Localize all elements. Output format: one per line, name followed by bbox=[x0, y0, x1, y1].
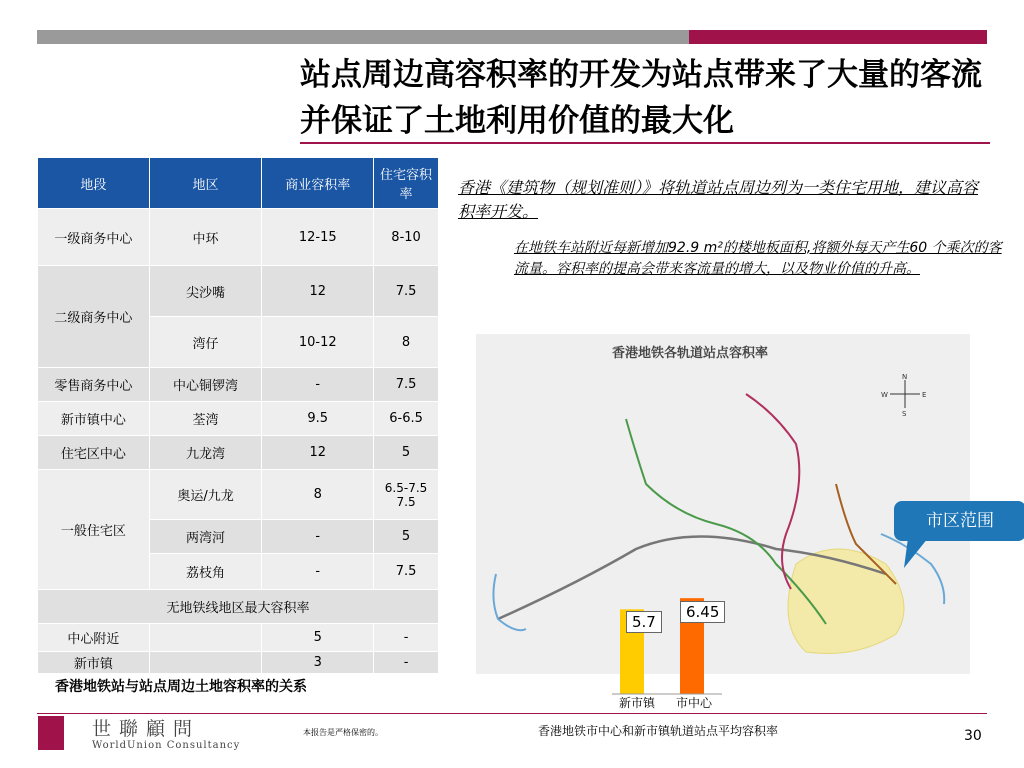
table-cell-area: 荔枝角 bbox=[149, 554, 262, 590]
table-cell-area: 尖沙嘴 bbox=[149, 266, 262, 317]
table-row bbox=[38, 402, 439, 436]
ridership-note: 在地铁车站附近每新增加92.9 m²的楼地板面积,将额外每天产生60 个乘次的客流量。容积率的提高会带来客流量的增大，以及物业价值的升高。 bbox=[514, 240, 1002, 277]
table-cell-commercial: - bbox=[262, 520, 374, 554]
slide-title: 站点周边高容积率的开发为站点带来了大量的客流并保证了土地利用价值的最大化 bbox=[300, 57, 982, 139]
table-cell-segment: 住宅区中心 bbox=[38, 436, 150, 470]
table-row bbox=[38, 266, 439, 317]
compass-e: E bbox=[922, 391, 927, 399]
table-cell-residential: 5 bbox=[374, 436, 439, 470]
table-cell-residential: - bbox=[374, 624, 439, 652]
table-cell-commercial: 8 bbox=[262, 470, 374, 520]
company-logo-icon bbox=[38, 716, 64, 750]
header-segment: 地段 bbox=[38, 158, 150, 209]
bar-label-city-center: 市中心 bbox=[676, 696, 713, 710]
table-cell-segment: 零售商务中心 bbox=[38, 368, 150, 402]
table-cell-area: 中环 bbox=[149, 209, 262, 266]
chart-caption: 香港地铁市中心和新市镇轨道站点平均容积率 bbox=[538, 724, 779, 738]
table-cell-residential: 6.5-7.5 7.5 bbox=[374, 470, 439, 520]
urban-area-callout: 市区范围 bbox=[894, 501, 1024, 541]
table-cell-residential: - bbox=[374, 652, 439, 674]
table-row bbox=[38, 209, 439, 266]
table-cell-commercial: 12 bbox=[262, 436, 374, 470]
table-cell-commercial: 10-12 bbox=[262, 317, 374, 368]
table-row bbox=[38, 624, 439, 652]
table-cell-residential: 7.5 bbox=[374, 266, 439, 317]
callout-pointer bbox=[902, 538, 932, 570]
table-cell-commercial: 3 bbox=[262, 652, 374, 674]
map-title: 香港地铁各轨道站点容积率 bbox=[612, 346, 769, 361]
bar-value-city-center: 6.45 bbox=[680, 601, 725, 623]
table-cell-area: 荃湾 bbox=[149, 402, 262, 436]
table-caption: 香港地铁站与站点周边土地容积率的关系 bbox=[55, 679, 307, 695]
table-cell-segment: 新市镇 bbox=[38, 652, 150, 674]
table-cell-segment: 二级商务中心 bbox=[38, 266, 150, 368]
table-row bbox=[38, 652, 439, 674]
rail-line-blue-west bbox=[493, 574, 526, 630]
bar-value-new-town: 5.7 bbox=[626, 611, 662, 633]
table-cell-residential: 7.5 bbox=[374, 554, 439, 590]
table-cell-commercial: 5 bbox=[262, 624, 374, 652]
table-row bbox=[38, 470, 439, 520]
bar-label-new-town: 新市镇 bbox=[619, 696, 656, 710]
confidential-notice: 本报告是严格保密的。 bbox=[303, 728, 383, 737]
table-cell-commercial: 12-15 bbox=[262, 209, 374, 266]
table-cell-residential: 7.5 bbox=[374, 368, 439, 402]
table-cell-area bbox=[149, 624, 262, 652]
table-row bbox=[38, 368, 439, 402]
table-cell-commercial: - bbox=[262, 368, 374, 402]
table-cell-area: 湾仔 bbox=[149, 317, 262, 368]
table-cell-segment: 新市镇中心 bbox=[38, 402, 150, 436]
compass-n: N bbox=[902, 373, 908, 381]
planning-note: 香港《建筑物（规划准则）》将轨道站点周边列为一类住宅用地，建议高容积率开发。 bbox=[458, 178, 979, 221]
table-cell-segment: 一般住宅区 bbox=[38, 470, 150, 590]
table-cell-area: 九龙湾 bbox=[149, 436, 262, 470]
table-section-row bbox=[38, 590, 439, 624]
top-bar-accent bbox=[689, 30, 987, 44]
table-cell-residential: 8 bbox=[374, 317, 439, 368]
header-commercial: 商业容积率 bbox=[262, 158, 374, 209]
table-cell-area bbox=[149, 652, 262, 674]
table-cell-segment: 一级商务中心 bbox=[38, 209, 150, 266]
table-row bbox=[38, 436, 439, 470]
table-cell-residential: 5 bbox=[374, 520, 439, 554]
company-name-cn: 世聯顧問 bbox=[92, 718, 201, 740]
table-cell-commercial: 9.5 bbox=[262, 402, 374, 436]
table-cell-area: 奥运/九龙 bbox=[149, 470, 262, 520]
header-area: 地区 bbox=[149, 158, 262, 209]
table-section-label: 无地铁线地区最大容积率 bbox=[38, 590, 439, 624]
table-cell-residential: 6-6.5 bbox=[374, 402, 439, 436]
compass-s: S bbox=[902, 410, 907, 418]
compass-icon bbox=[880, 372, 930, 418]
table-header-row bbox=[38, 158, 439, 209]
table-cell-residential: 8-10 bbox=[374, 209, 439, 266]
company-name-en: WorldUnion Consultancy bbox=[92, 740, 241, 751]
table-cell-segment: 中心附近 bbox=[38, 624, 150, 652]
far-table bbox=[37, 157, 439, 674]
compass-w: W bbox=[881, 391, 888, 399]
table-cell-commercial: 12 bbox=[262, 266, 374, 317]
urban-area-shape bbox=[788, 549, 904, 654]
table-cell-area: 中心铜锣湾 bbox=[149, 368, 262, 402]
page-number: 30 bbox=[964, 728, 982, 744]
header-residential: 住宅容积率 bbox=[374, 158, 439, 209]
table-cell-commercial: - bbox=[262, 554, 374, 590]
top-bar-gray bbox=[37, 30, 689, 44]
title-divider bbox=[300, 142, 990, 144]
table-cell-area: 两湾河 bbox=[149, 520, 262, 554]
